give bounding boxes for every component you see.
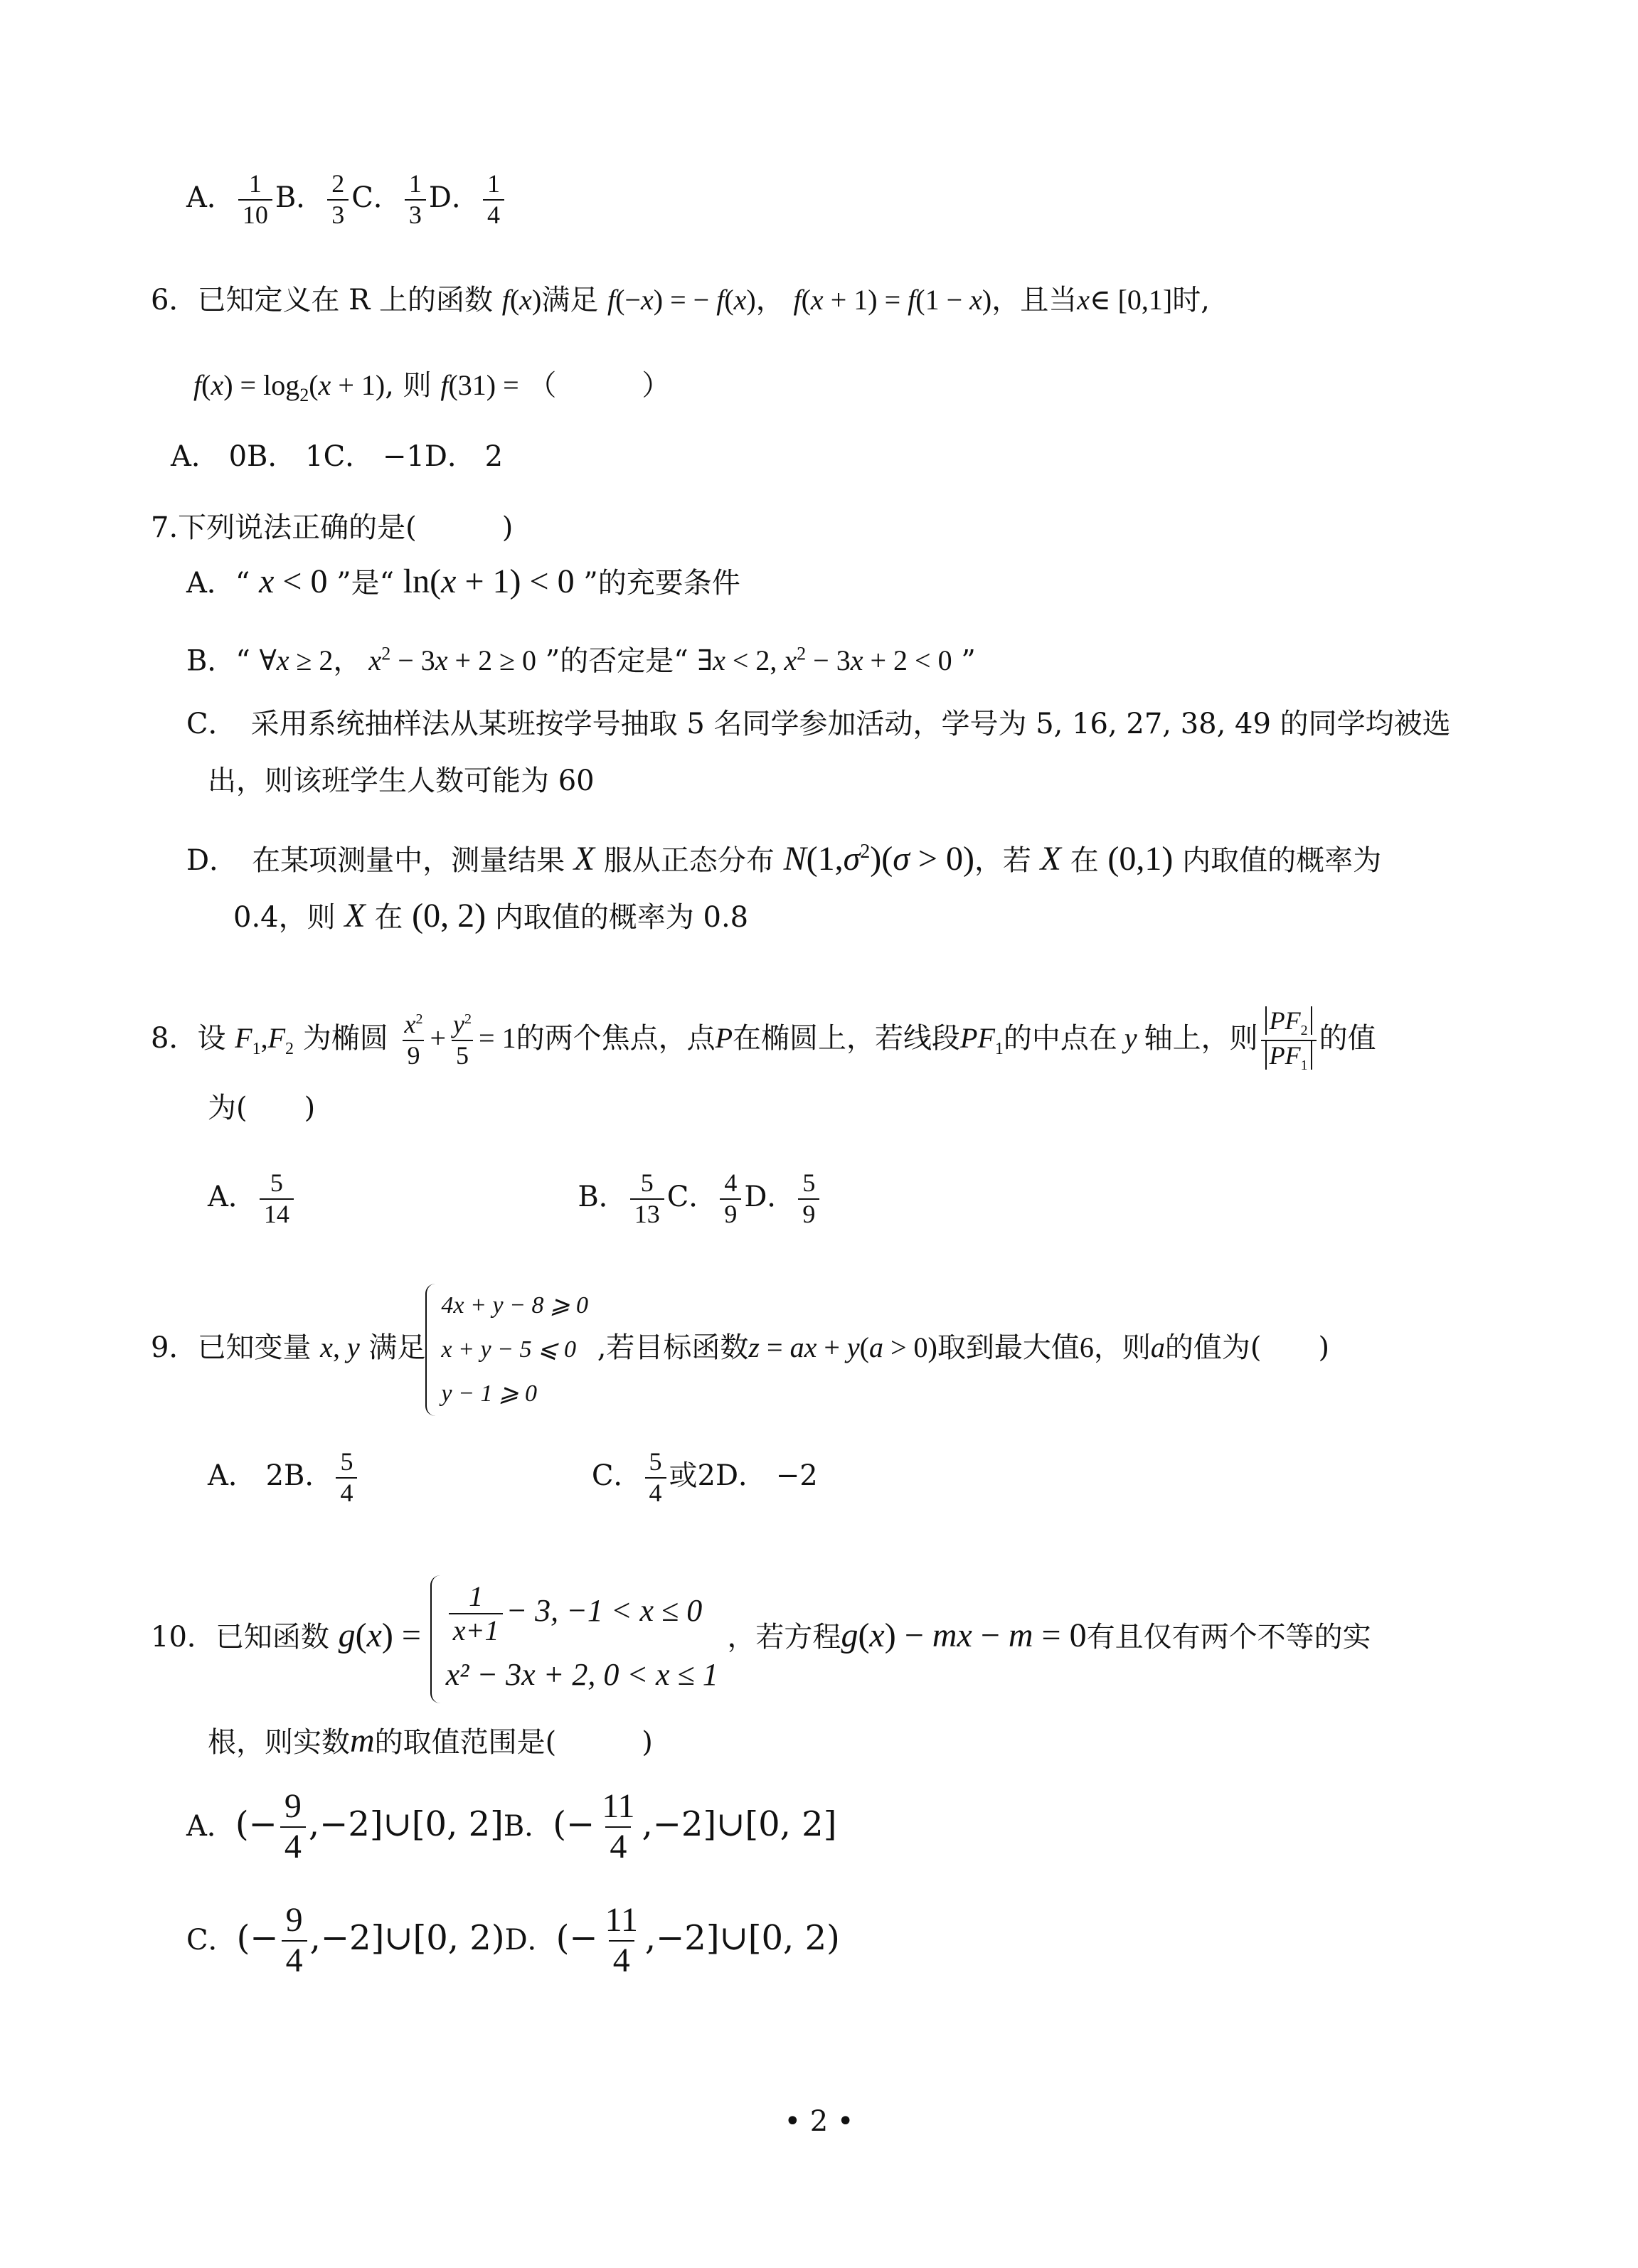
q9-b-num: 5 xyxy=(340,1447,353,1476)
q7-d-text-3: ，若 xyxy=(974,844,1031,877)
q10-number: 10．已知函数 xyxy=(151,1621,329,1654)
q7-d-text-2: 服从正态分布 xyxy=(603,844,775,877)
q5-b-numerator: 2 xyxy=(331,169,345,198)
q7-d-interval-2: (0, 2) xyxy=(412,897,486,935)
q9-text-2: ,若目标函数 xyxy=(597,1331,749,1364)
q8-b-den: 13 xyxy=(630,1198,664,1228)
q10-options-cd xyxy=(186,1892,840,1986)
q6-options: A． 0B． 1C． −1D． 2 xyxy=(171,440,504,473)
q6-stem-line2 xyxy=(193,364,670,417)
q10-text-2: 有且仅有两个不等的实 xyxy=(1086,1621,1371,1654)
q8-text-4: 的中点在 xyxy=(1003,1022,1117,1055)
q9-vars: x, y xyxy=(320,1331,360,1363)
q10-a-num: 9 xyxy=(284,1787,302,1826)
q10-text-1: ，若方程 xyxy=(727,1621,841,1654)
q9-a-label: A． 2B． xyxy=(208,1459,334,1492)
q5-c-numerator: 1 xyxy=(408,169,422,198)
q9-options xyxy=(208,1437,818,1515)
q10-stem-line2 xyxy=(208,1720,653,1764)
q10-var-m: m xyxy=(350,1722,375,1759)
q8-number: 8．设 xyxy=(151,1022,226,1055)
q6-interval: x∈ [0,1] xyxy=(1077,284,1173,316)
q9-constraints xyxy=(425,1284,588,1416)
q8-text-2: 的两个焦点，点 xyxy=(516,1022,716,1055)
q8-c-label: C． xyxy=(666,1181,718,1213)
q9-constraint-2: x + y − 5 ⩽ 0 xyxy=(441,1336,576,1363)
q8-ellipse-x: $\frac{x^2}{9}$ xyxy=(400,1011,427,1070)
q10-options-ab xyxy=(186,1778,836,1873)
q9-text-5: 的值为( ) xyxy=(1164,1331,1330,1364)
q10-b-head: (− xyxy=(553,1804,595,1844)
q9-objective: z = ax + y(a > 0) xyxy=(748,1331,937,1363)
q8-text-6: 的值 xyxy=(1319,1022,1376,1055)
q8-a-den: 14 xyxy=(260,1198,294,1228)
q5-d-denominator: 4 xyxy=(483,199,504,229)
q6-text-5: 时, xyxy=(1172,284,1210,316)
q10-equation: g(x) − mx − m = 0 xyxy=(841,1617,1087,1654)
q7-a-text-3: ”的充要条件 xyxy=(583,567,740,600)
q9-stem xyxy=(151,1280,1329,1416)
q9-constraint-1: 4x + y − 8 ⩾ 0 xyxy=(441,1292,588,1319)
q7-d-text-6: 0.4，则 xyxy=(233,901,336,934)
q8-options xyxy=(208,1158,822,1236)
q9-c-den: 4 xyxy=(645,1477,666,1507)
q8-text-5: 轴上，则 xyxy=(1144,1022,1258,1055)
q10-b-den: 4 xyxy=(605,1826,631,1865)
q7-d-var-x3: X xyxy=(344,897,366,935)
q7-a-text-2: ”是“ xyxy=(336,567,395,600)
q6-odd-condition: f(−x) = − f(x) xyxy=(607,284,756,316)
q7-d-var-x: X xyxy=(573,840,595,878)
q9-c-num: 5 xyxy=(649,1447,662,1476)
q5-c-denominator: 3 xyxy=(405,199,426,229)
q8-ellipse-y: $\frac{y^2}{5}$ xyxy=(449,1011,476,1070)
q10-a-tail: ,−2]∪[0, 2] xyxy=(308,1804,504,1844)
q8-d-num: 5 xyxy=(802,1168,816,1198)
q7-option-a xyxy=(186,560,740,605)
q10-c-num: 9 xyxy=(285,1901,303,1939)
q7-option-b xyxy=(186,633,976,682)
q6-symmetry-condition: f(x + 1) = f(1 − x) xyxy=(793,284,992,316)
q9-c-label: C． xyxy=(591,1459,642,1492)
q10-d-tail: ,−2]∪[0, 2) xyxy=(644,1918,840,1958)
q7-d-interval-1: (0,1) xyxy=(1107,840,1174,878)
q7-d-normal: $N(1,\sigma^2)(\sigma > 0)$ xyxy=(783,840,974,878)
q7-b-text-2: ”的否定是“ xyxy=(545,644,688,678)
q5-option-d-label: D． xyxy=(428,181,480,214)
q7-b-negation: ∃x < 2, $x^2 - 3x + 2 < 0$ xyxy=(697,644,952,677)
q7-d-text-5: 内取值的概率为 xyxy=(1182,844,1382,877)
q10-a-label: A． xyxy=(186,1810,235,1843)
q8-stem-line1: 8．设 $F_1,F_2$ 为椭圆 $\frac{x^2}{9}$ + $\frac{y^2}{5}$ = 1的两个焦点，点P在椭圆上，若线段$PF_1$的中点在 y 轴上，则 $\frac{PF_2}{PF_1}$ 的值 xyxy=(151,1006,1376,1074)
q5-option-a-label: A． xyxy=(186,181,235,214)
q6-log-definition: $f(x) = \log_2(x + 1)$ xyxy=(193,369,385,405)
q8-point-p: P xyxy=(715,1022,733,1054)
q7-option-d-line2 xyxy=(233,895,748,939)
q9-text-4: ，则 xyxy=(1093,1331,1151,1364)
q7-d-text-8: 内取值的概率为 0.8 xyxy=(494,901,749,934)
q8-d-label: D． xyxy=(744,1181,796,1213)
q5-b-denominator: 3 xyxy=(327,199,349,229)
q6-number: 6． xyxy=(151,284,198,316)
q10-piece1-tail: − 3, −1 < x ≤ 0 xyxy=(506,1593,703,1628)
q9-text-3: 取到最大值 xyxy=(937,1331,1080,1364)
q7-d-text-7: 在 xyxy=(374,901,403,934)
q6-blank: （ ） xyxy=(528,369,671,402)
q9-constraint-3: y − 1 ⩾ 0 xyxy=(441,1380,537,1407)
q10-c-den: 4 xyxy=(282,1940,307,1979)
q10-d-num: 11 xyxy=(605,1901,638,1939)
q10-b-label: B． xyxy=(503,1810,553,1843)
q7-option-c-line1: C． 采用系统抽样法从某班按学号抽取 5 名同学参加活动，学号为 5, 16, 27, 38, 49 的同学均被选 xyxy=(186,708,1451,740)
q5-a-denominator: 10 xyxy=(238,199,272,229)
q10-b-tail: ,−2]∪[0, 2] xyxy=(642,1804,837,1844)
q10-piecewise xyxy=(430,1575,718,1703)
q10-d-label: D． xyxy=(504,1924,556,1956)
q5-a-numerator: 1 xyxy=(248,169,262,198)
q5-option-b-label: B． xyxy=(275,181,325,214)
q5-options xyxy=(186,171,507,229)
q9-number: 9．已知变量 xyxy=(151,1331,312,1364)
q10-text-4: 的取值范围是( ) xyxy=(374,1726,653,1759)
q7-d-var-x2: X xyxy=(1040,840,1061,878)
q8-text-1: 为椭圆 xyxy=(302,1022,388,1055)
q6-fx: f xyxy=(501,284,510,316)
q8-text-3: 在椭圆上，若线段 xyxy=(733,1022,961,1055)
q9-cd-tail: 或2D． −2 xyxy=(669,1459,818,1492)
q6-stem-line1: 6．已知定义在 R 上的函数 f(x)满足 f(−x) = − f(x)， f(x + 1) = f(1 − x)，且当x∈ [0,1]时, xyxy=(151,284,1210,316)
q7-b-text-3: ” xyxy=(961,644,976,678)
q6-text-3: ， xyxy=(755,284,785,316)
q8-b-label: B． xyxy=(578,1181,627,1213)
q6-text-1: 已知定义在 R 上的函数 xyxy=(197,284,493,316)
q6-text-4: ，且当 xyxy=(991,284,1078,316)
q8-stem-line2: 为( ) xyxy=(208,1092,316,1124)
q10-text-3: 根，则实数 xyxy=(208,1726,350,1759)
q7-b-proposition: ∀x ≥ 2， $x^2 - 3x + 2 \ge 0$ xyxy=(259,644,537,677)
q10-stem xyxy=(151,1565,1371,1708)
q9-text-1: 满足 xyxy=(368,1331,426,1364)
q8-c-num: 4 xyxy=(724,1168,738,1198)
q8-a-label: A． xyxy=(208,1181,257,1213)
q8-c-den: 9 xyxy=(720,1198,741,1228)
q9-max-value: 6 xyxy=(1079,1331,1094,1363)
q10-b-num: 11 xyxy=(602,1787,635,1826)
q7-d-text-4: 在 xyxy=(1070,844,1099,877)
q8-a-num: 5 xyxy=(270,1168,283,1198)
q9-b-den: 4 xyxy=(336,1477,357,1507)
q7-stem: 7.下列说法正确的是( ) xyxy=(151,511,514,544)
q9-var-a: a xyxy=(1150,1331,1165,1363)
q5-d-numerator: 1 xyxy=(486,169,500,198)
q6-text-6: , 则 xyxy=(385,369,432,402)
page-number: • 2 • xyxy=(784,2105,854,2138)
q10-d-den: 4 xyxy=(609,1940,634,1979)
q7-a-cond1: x < 0 xyxy=(259,563,328,600)
q8-foci: $F_1,F_2$ xyxy=(235,1022,294,1058)
q10-c-head: (− xyxy=(236,1918,279,1958)
q10-c-label: C． xyxy=(186,1924,237,1956)
q10-gx: g(x) = xyxy=(338,1617,421,1654)
q10-piece1-num: 1 xyxy=(469,1580,484,1612)
q5-option-c-label: C． xyxy=(351,181,402,214)
q10-d-head: (− xyxy=(555,1918,598,1958)
q10-c-tail: ,−2]∪[0, 2) xyxy=(309,1918,505,1958)
q7-option-d-line1 xyxy=(186,831,1381,882)
q10-piece1-den: x+1 xyxy=(449,1613,504,1646)
q7-a-cond2: ln(x + 1) < 0 xyxy=(403,563,575,600)
q7-d-text-1: D． 在某项测量中，测量结果 xyxy=(186,844,565,877)
q6-target: f(31) = xyxy=(440,369,519,401)
q8-y-axis: y xyxy=(1117,1022,1144,1054)
q8-ratio: $\frac{PF_2}{PF_1}$ xyxy=(1261,1008,1317,1073)
q7-b-label: B．“ xyxy=(186,644,250,678)
q8-segment: $PF_1$ xyxy=(960,1022,1004,1058)
q10-a-head: (− xyxy=(235,1804,277,1844)
q7-a-label: A．“ xyxy=(186,567,250,600)
q6-text-2: 满足 xyxy=(541,284,599,316)
q10-piece2: x² − 3x + 2, 0 < x ≤ 1 xyxy=(445,1657,718,1692)
q10-a-den: 4 xyxy=(280,1826,306,1865)
q8-d-den: 9 xyxy=(798,1198,819,1228)
q7-option-c-line2: 出，则该班学生人数可能为 60 xyxy=(208,765,595,797)
q8-b-num: 5 xyxy=(640,1168,654,1198)
